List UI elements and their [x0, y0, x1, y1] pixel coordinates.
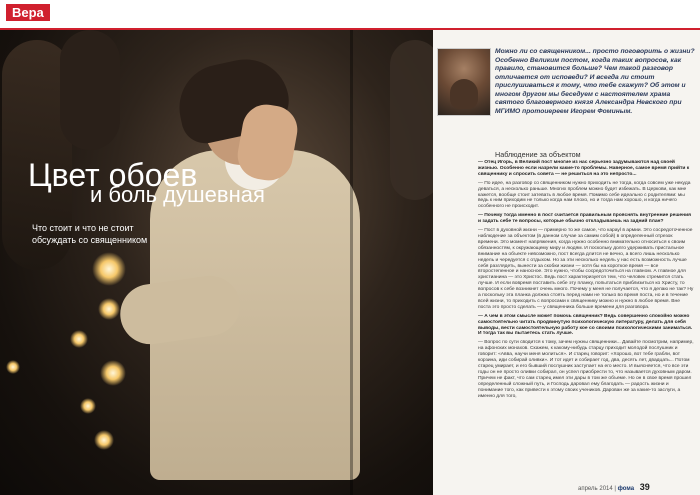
candle-light: [80, 398, 96, 414]
answer-paragraph: — Вопрос по сути сводится к тому, зачем нужны священники... Давайте посмотрим, например, на афонских монахов. Скажем, к какому-нибудь старцу приходит молодой послушник и говорит: «Авва, научи меня молиться». И старец говорит: «Хорошо, вот тебе грабли, вот корзина, иди собирай оливки». И тот идет и собирает год, два, десять лет, двадцать... Потом старец умирает, и его бывший послушник заступает на его место. И выясняется, что все эти годы он не просто оливки собирал, он успел приобрести то, что называется духовным даром. Причем не факт, что сам старец имел эти дары в том же объеме. Но он в свое время прошел определенный сложный путь, и Господь даровал ему благодать — радость жизни и понимание того, как привести к этому своих учеников. Дарован же за какие-то заслуги, а именно для того,: [478, 340, 694, 399]
question-paragraph: — Отец Игорь, в Великий пост многие из нас серьезно задумываются над своей жизнью. Особенно если назрели какие-то проблемы. Наверное, самое время прийти к священнику и спросить совета — не решиться на это непросто...: [478, 160, 690, 177]
candle-light: [70, 330, 88, 348]
section-heading: Наблюдение за объектом: [495, 150, 581, 159]
candle-light: [6, 360, 20, 374]
portrait-beard: [450, 79, 478, 109]
answer-paragraph: — Пост в духовной жизни — примерно то же самое, что карауl в армии. Это сосредоточенное наблюдение за объектом (в данном случае за самим собой) в определенный отрезок времени. Это момент напряжения, когда нужно особенно внимательно относиться к своим обязанностям, к окружающему миру и людям. И поскольку долго удерживать пристальное внимание на объекте невозможно, пост всегда длится не вечно, а всего лишь несколько недель и чередуется с отдыхом. Но за эти несколько недель у нас есть возможность лучше себя разглядеть, вынести за скобки жизни — хотя бы на короткое время — все второстепенное и наносное. Это нужно, чтобы сосредоточиться на главном. А главное для христианина — это Христос. Ведь пост характеризуется тем, что человек стремится стать лучше. И если вовремя поставить себе эту планку, попытаться приблизиться ко Христу, то вопросов к себе возникнет очень много. Почему у меня не получается, что я делаю не так? Ну а поскольку эта планка должна стоять перед нами не только во время поста, но и в течение всей жизни, то приходить с вопросами к священнику можно и нужно в любое время. Вне поста это просто сделать — у священника больше времени для разговора.: [478, 228, 694, 310]
author-portrait: [437, 48, 491, 116]
question-paragraph: — Почему тогда именно в пост считается правильным прояснять внутренние решения и задать себе те вопросы, которые обычно откладываешь на задний план?: [478, 213, 691, 225]
candle-light: [100, 360, 126, 386]
hero-photo: [0, 30, 433, 495]
question-paragraph: — А чем в этом смысле может помочь священник? Ведь совершенно спокойно можно самостоятельно читать продвинутую психологическую литературу, делать для себя выводы, вести самостоятельную работу кое со своими психологическими заниматься. И тогда так вы пытаетесь стать лучше.: [478, 313, 693, 337]
background-figure: [390, 40, 433, 200]
article-title-line2: и боль душевная: [90, 182, 265, 207]
lead-paragraph: Можно ли со священником... просто поговорить о жизни? Особенно Великим постом, когда таких вопросов, как правило, становится больше? Чем такой разговор отличается от исповеди? И всегда ли стоит прислушиваться к тому, что тебе скажут? Об этом и многом другом мы беседуем с настоятелем храма святого благоверного князя Александра Невского при МГИМО протоиереем Игорем Фоминым.: [495, 48, 695, 115]
answer-paragraph: — По идее, на разговор со священником нужно приходить не тогда, когда совсем уже некуда деваться, а несколько раньше. Многих проблем можно будет избежать. В Церкови, как мне кажется, вообще стоит затевать в любое время. Помимо себе идеально с родителями: мы ведь к ним приходим не только когда нам плохо, но и тогда нам хорошо, и когда ничего особенного не происходит.: [478, 180, 691, 210]
article-subtitle: Что стоит и что не стоит обсуждать со священником: [32, 223, 148, 245]
section-label: Вера: [6, 4, 50, 21]
article-body: [478, 160, 694, 402]
candle-light: [92, 252, 126, 286]
top-strip: [0, 0, 700, 30]
candle-light: [94, 430, 114, 450]
background-figure: [60, 30, 120, 150]
page-footer: апрель 2014 | фома 39: [578, 482, 650, 492]
magazine-logo: фома: [617, 486, 635, 492]
page-gutter: [350, 30, 353, 495]
page-number: 39: [639, 482, 650, 492]
article-title: Цвет обоев: [28, 157, 198, 193]
candle-light: [98, 298, 120, 320]
issue-date: апрель 2014: [578, 486, 613, 492]
